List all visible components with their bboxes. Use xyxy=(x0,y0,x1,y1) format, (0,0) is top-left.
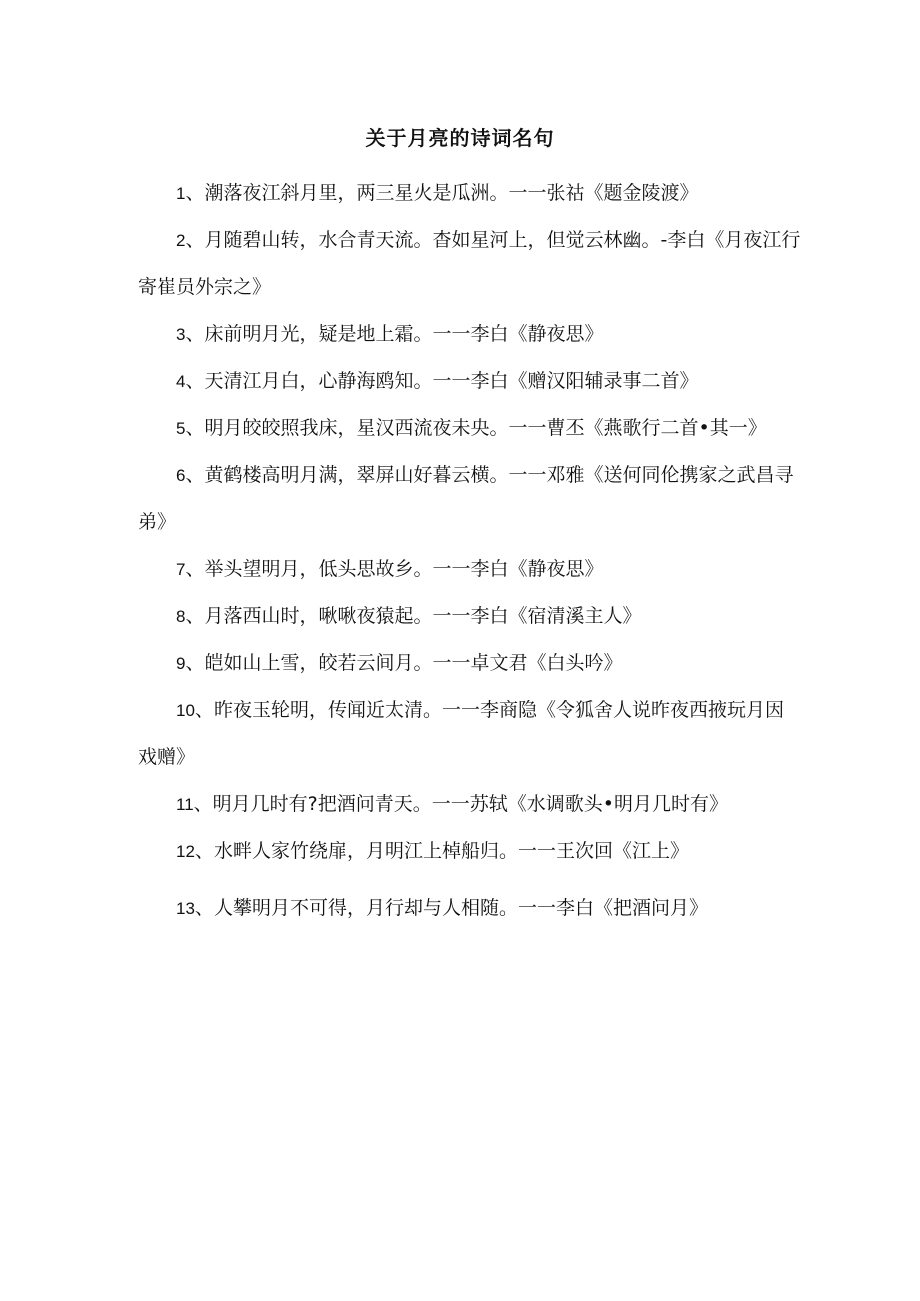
poem-number: 9 xyxy=(176,654,186,673)
poem-number: 10 xyxy=(176,701,195,720)
poem-text: 举头望明月，低头思故乡。一一李白《静夜思》 xyxy=(204,558,604,580)
poem-number: 11 xyxy=(176,795,194,814)
poem-number: 1 xyxy=(176,184,186,203)
poem-separator: 、 xyxy=(194,699,214,721)
poem-item-8 xyxy=(138,593,802,640)
poem-separator: 、 xyxy=(194,897,214,919)
poem-separator: 、 xyxy=(193,793,213,815)
poem-item-2 xyxy=(138,217,802,311)
poem-number: 2 xyxy=(176,231,186,250)
poem-item-1 xyxy=(138,170,802,217)
poem-number: 6 xyxy=(176,466,186,485)
poem-item-6 xyxy=(138,452,802,546)
poem-number: 8 xyxy=(176,607,186,626)
poem-text: 黄鹤楼高明月满，翠屏山好暮云横。一一邓雅《送何同伦携家之武昌寻弟》 xyxy=(138,464,794,533)
poem-item-11 xyxy=(138,781,802,828)
poem-text: 床前明月光，疑是地上霜。一一李白《静夜思》 xyxy=(204,323,604,345)
poem-item-7 xyxy=(138,546,802,593)
poem-item-10 xyxy=(138,687,802,781)
poem-separator: 、 xyxy=(185,370,205,392)
poem-item-12 xyxy=(138,828,802,875)
poem-number: 4 xyxy=(176,372,186,391)
poem-separator: 、 xyxy=(185,652,205,674)
poem-separator: 、 xyxy=(185,229,205,251)
poem-text: 潮落夜江斜月里，两三星火是瓜洲。一一张祜《题金陵渡》 xyxy=(204,182,699,204)
document-title: 关于月亮的诗词名句 xyxy=(365,126,555,150)
poem-item-5 xyxy=(138,405,802,452)
poem-item-4 xyxy=(138,358,802,405)
poem-number: 13 xyxy=(176,899,195,918)
poem-text: 月随碧山转，水合青天流。杳如星河上，但觉云林幽。-李白《月夜江行寄崔员外宗之》 xyxy=(138,229,801,298)
poem-number: 7 xyxy=(176,560,186,579)
poem-list xyxy=(138,170,802,932)
poem-separator: 、 xyxy=(185,605,205,627)
poem-item-9 xyxy=(138,640,802,687)
poem-separator: 、 xyxy=(185,417,205,439)
poem-separator: 、 xyxy=(185,558,205,580)
poem-number: 5 xyxy=(176,419,186,438)
poem-separator: 、 xyxy=(194,840,214,862)
poem-text: 明月几时有?把酒问青天。一一苏轼《水调歌头•明月几时有》 xyxy=(212,793,728,815)
poem-text: 人攀明月不可得，月行却与人相随。一一李白《把酒问月》 xyxy=(213,897,708,919)
poem-text: 皑如山上雪，皎若云间月。一一卓文君《白头吟》 xyxy=(204,652,623,674)
poem-text: 月落西山时，啾啾夜猿起。一一李白《宿清溪主人》 xyxy=(204,605,642,627)
poem-item-13 xyxy=(138,885,802,932)
poem-number: 12 xyxy=(176,842,195,861)
poem-item-3 xyxy=(138,311,802,358)
poem-separator: 、 xyxy=(185,464,205,486)
poem-text: 天清江月白，心静海鸥知。一一李白《赠汉阳辅录事二首》 xyxy=(204,370,699,392)
poem-separator: 、 xyxy=(185,323,205,345)
poem-number: 3 xyxy=(176,325,186,344)
poem-separator: 、 xyxy=(185,182,205,204)
poem-text: 昨夜玉轮明，传闻近太清。一一李商隐《令狐舍人说昨夜西掖玩月因戏赠》 xyxy=(138,699,784,768)
poem-text: 明月皎皎照我床，星汉西流夜未央。一一曹丕《燕歌行二首•其一》 xyxy=(204,417,767,439)
poem-text: 水畔人家竹绕扉，月明江上棹船归。一一王次回《江上》 xyxy=(213,840,689,862)
